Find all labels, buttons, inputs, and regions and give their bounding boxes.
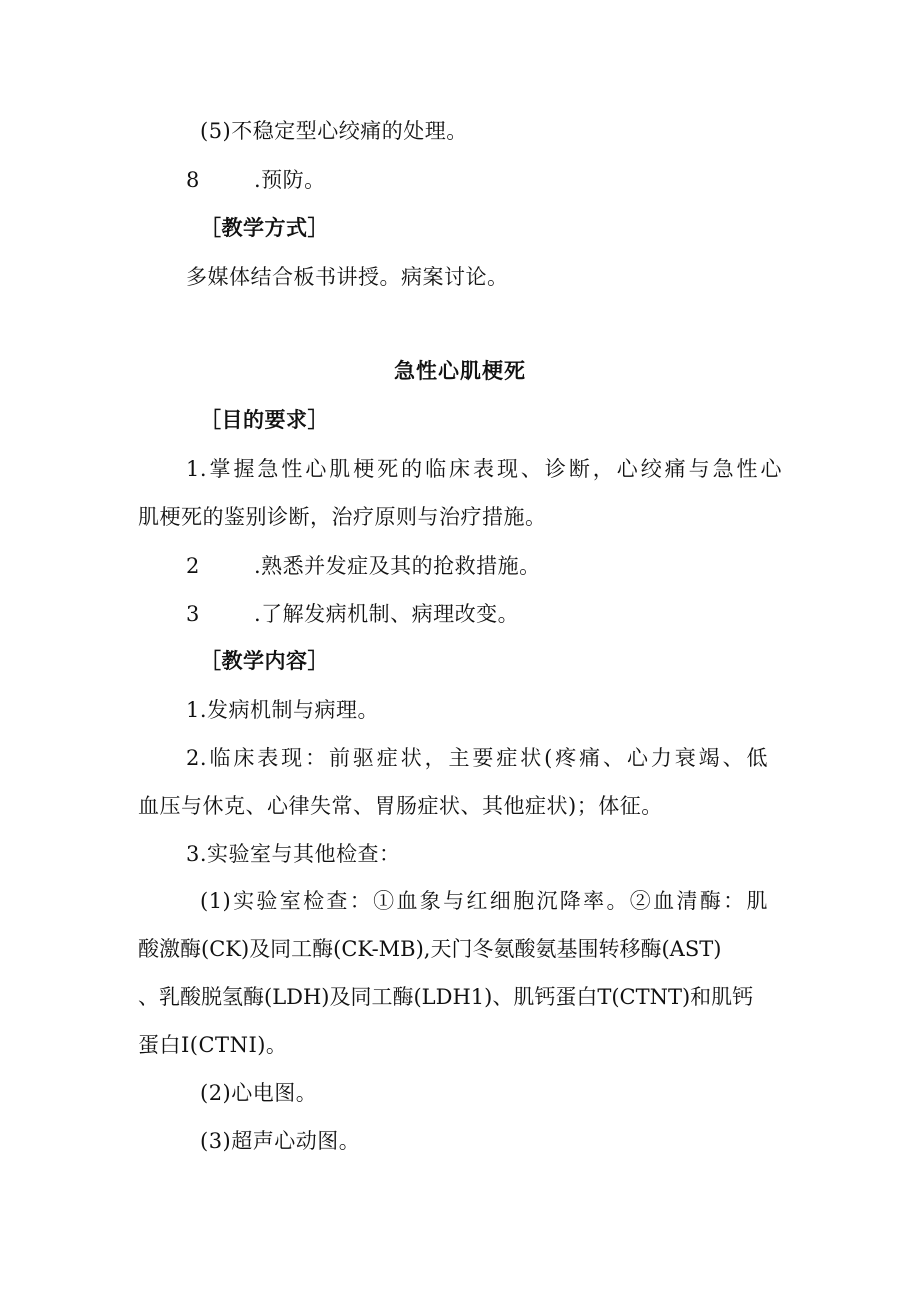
content-3-2: (2)心电图。	[200, 1081, 318, 1105]
content-1: 1.发病机制与病理。	[186, 698, 380, 722]
item-number: 3	[186, 602, 200, 626]
section-heading-content: ［教学内容］	[200, 648, 329, 673]
chapter-title: 急性心肌梗死	[394, 358, 526, 383]
section-heading-objectives: ［目的要求］	[200, 407, 329, 432]
teaching-method-text: 多媒体结合板书讲授。病案讨论。	[186, 265, 509, 289]
content-3-1-line-4: 蛋白I(CTNI)。	[138, 1033, 288, 1057]
content-2-line-1: 2.临床表现：前驱症状，主要症状(疼痛、心力衰竭、低	[186, 746, 768, 770]
content-3-1-line-1: (1)实验室检查：①血象与红细胞沉降率。②血清酶：肌	[200, 889, 768, 913]
objective-2	[186, 551, 541, 581]
objective-1-line-2: 肌梗死的鉴别诊断，治疗原则与治疗措施。	[138, 505, 547, 529]
item-text: .熟悉并发症及其的抢救措施。	[254, 554, 541, 578]
item-number: 2	[186, 554, 200, 578]
content-3-1-line-3: 、乳酸脱氢酶(LDH)及同工酶(LDH1)、肌钙蛋白T(CTNT)和肌钙	[138, 985, 754, 1009]
content-3-1-line-2: 酸激酶(CK)及同工酶(CK-MB),天门冬氨酸氨基围转移酶(AST)	[138, 937, 722, 961]
item-number: 8	[186, 168, 200, 192]
section-heading-teaching-method: ［教学方式］	[200, 215, 329, 240]
item-unstable-angina: (5)不稳定型心绞痛的处理。	[200, 119, 468, 143]
objective-3	[186, 599, 519, 629]
objective-1-line-1: 1.掌握急性心肌梗死的临床表现、诊断，心绞痛与急性心	[186, 457, 782, 481]
content-3-3: (3)超声心动图。	[200, 1129, 361, 1153]
item-text: .了解发病机制、病理改变。	[254, 602, 520, 626]
content-2-line-2: 血压与休克、心律失常、胃肠症状、其他症状)；体征。	[138, 794, 663, 818]
content-3: 3.实验室与其他检查：	[186, 842, 401, 866]
item-prevention	[186, 165, 326, 195]
item-text: .预防。	[254, 168, 326, 192]
